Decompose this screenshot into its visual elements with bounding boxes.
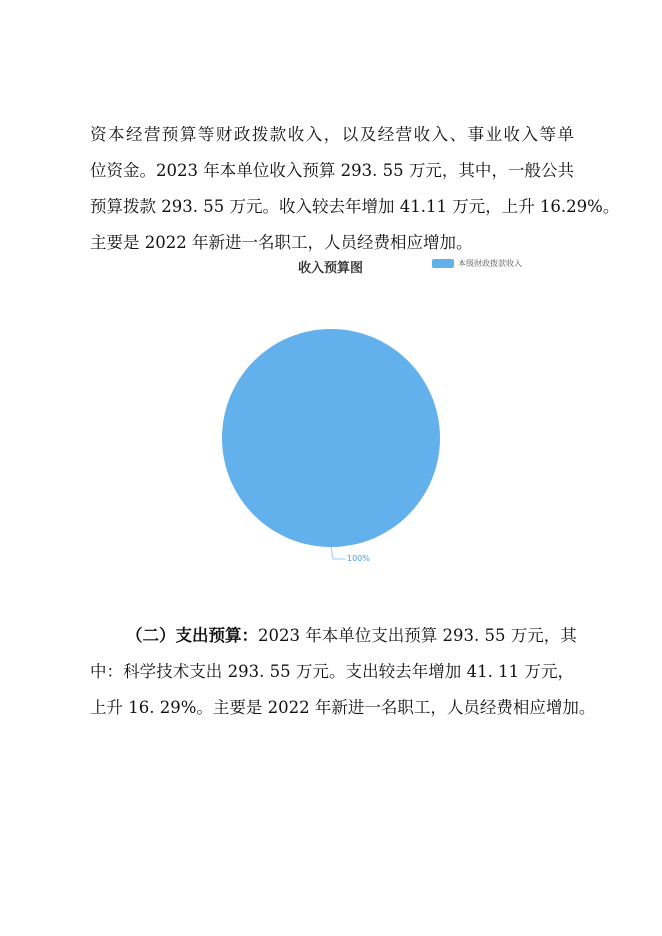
chart-title: 收入预算图 xyxy=(298,261,364,276)
section-heading: （二）支出预算： xyxy=(126,626,258,645)
paragraph-text: 2023 年本单位支出预算 293. 55 万元，其 xyxy=(258,626,577,645)
paragraph-line xyxy=(90,618,577,654)
pie-chart xyxy=(200,254,580,574)
income-paragraph xyxy=(90,117,620,261)
paragraph-line: 资本经营预算等财政拨款收入，以及经营收入、事业收入等单 xyxy=(90,125,574,144)
legend-label: 本级财政拨款收入 xyxy=(458,259,522,268)
paragraph-line: 上升 16. 29%。主要是 2022 年新进一名职工，人员经费相应增加。 xyxy=(90,698,596,717)
paragraph-line: 位资金。2023 年本单位收入预算 293. 55 万元，其中，一般公共 xyxy=(90,161,574,180)
paragraph-line: 中：科学技术支出 293. 55 万元。支出较去年增加 41. 11 万元， xyxy=(90,662,574,681)
paragraph-line: 主要是 2022 年新进一名职工，人员经费相应增加。 xyxy=(90,233,473,252)
slice-label: 100% xyxy=(347,554,370,563)
expense-paragraph xyxy=(90,618,596,726)
paragraph-line: 预算拨款 293. 55 万元。收入较去年增加 41.11 万元，上升 16.29%。 xyxy=(90,197,620,216)
label-leader-line xyxy=(331,547,345,559)
pie-slice xyxy=(222,329,440,547)
